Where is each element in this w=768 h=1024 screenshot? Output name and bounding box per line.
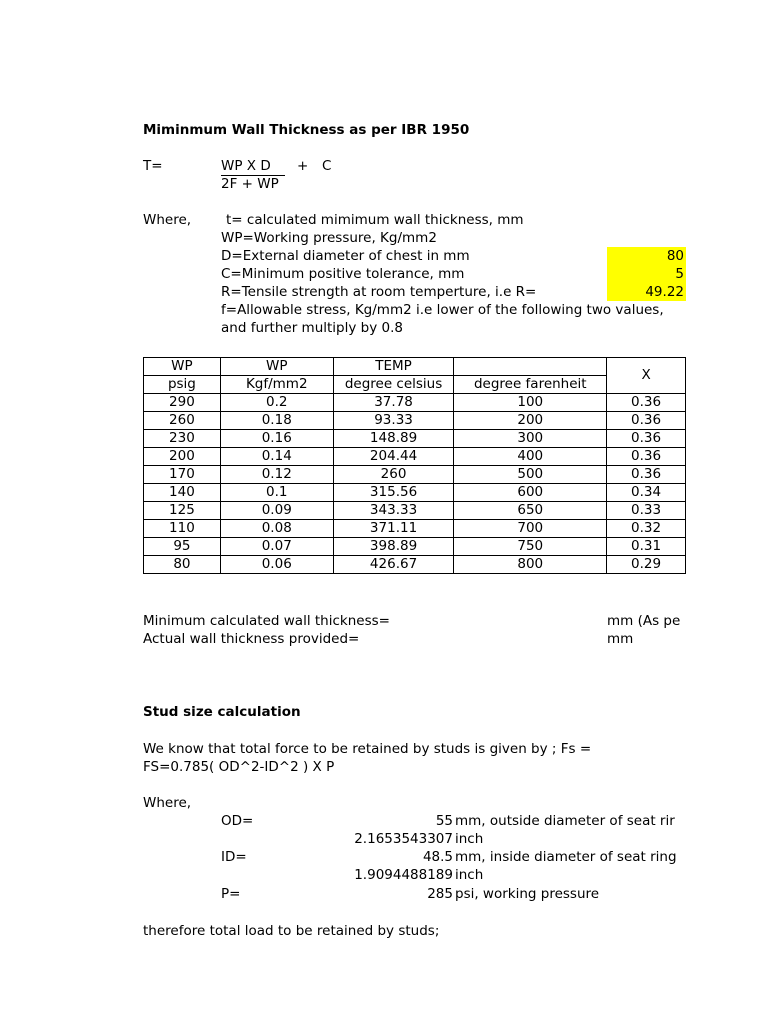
cell-wp-psig[interactable]: 110 — [144, 520, 221, 538]
table-row — [144, 520, 686, 538]
table-row — [144, 538, 686, 556]
actual-thickness-unit: mm — [607, 631, 634, 647]
stud-force-line-2: FS=0.785( OD^2-ID^2 ) X P — [143, 759, 335, 775]
cell-temp-farenheit[interactable]: 650 — [454, 502, 607, 520]
cell-wp-kgf[interactable]: 0.07 — [220, 538, 333, 556]
cell-temp-celsius[interactable]: 93.33 — [333, 412, 454, 430]
cell-temp-farenheit[interactable]: 600 — [454, 484, 607, 502]
stud-section-title: Stud size calculation — [143, 704, 301, 720]
cell-temp-farenheit[interactable]: 300 — [454, 430, 607, 448]
id-value-cell[interactable]: 48.5 — [422, 849, 453, 865]
cell-temp-farenheit[interactable]: 700 — [454, 520, 607, 538]
cell-x-factor[interactable]: 0.36 — [607, 430, 686, 448]
header-kgf-mm2[interactable]: Kgf/mm2 — [220, 376, 333, 394]
cell-wp-kgf[interactable]: 0.16 — [220, 430, 333, 448]
cell-x-factor[interactable]: 0.34 — [607, 484, 686, 502]
cell-wp-kgf[interactable]: 0.08 — [220, 520, 333, 538]
cell-temp-celsius[interactable]: 37.78 — [333, 394, 454, 412]
cell-temp-celsius[interactable]: 398.89 — [333, 538, 454, 556]
total-load-line: therefore total load to be retained by studs; — [143, 923, 440, 939]
min-thickness-label: Minimum calculated wall thickness= — [143, 613, 390, 629]
cell-x-factor[interactable]: 0.33 — [607, 502, 686, 520]
cell-wp-psig[interactable]: 95 — [144, 538, 221, 556]
table-row — [144, 556, 686, 574]
id-label: ID= — [221, 849, 247, 865]
cell-wp-psig[interactable]: 125 — [144, 502, 221, 520]
cell-x-factor[interactable]: 0.36 — [607, 448, 686, 466]
where-label: Where, — [143, 212, 192, 228]
cell-wp-psig[interactable]: 170 — [144, 466, 221, 484]
cell-temp-celsius[interactable]: 343.33 — [333, 502, 454, 520]
header-degree-farenheit[interactable]: degree farenheit — [454, 376, 607, 394]
id-inch-unit: inch — [455, 867, 484, 883]
od-description: mm, outside diameter of seat rir — [455, 813, 675, 829]
cell-wp-kgf[interactable]: 0.12 — [220, 466, 333, 484]
od-value-cell[interactable]: 55 — [435, 813, 453, 829]
cell-temp-farenheit[interactable]: 200 — [454, 412, 607, 430]
p-label: P= — [221, 886, 241, 902]
wp-definition: WP=Working pressure, Kg/mm2 — [221, 230, 437, 246]
d-value-cell[interactable]: 80 — [666, 248, 684, 264]
cell-x-factor[interactable]: 0.36 — [607, 466, 686, 484]
header-degree-celsius[interactable]: degree celsius — [333, 376, 454, 394]
id-description: mm, inside diameter of seat ring — [455, 849, 677, 865]
min-thickness-unit: mm (As pe — [607, 613, 681, 629]
cell-temp-celsius[interactable]: 148.89 — [333, 430, 454, 448]
p-value-cell[interactable]: 285 — [427, 886, 453, 902]
cell-x-factor[interactable]: 0.36 — [607, 412, 686, 430]
header-x[interactable]: X — [607, 358, 686, 394]
id-inch-value-cell[interactable]: 1.9094488189 — [354, 867, 453, 883]
cell-temp-farenheit[interactable]: 100 — [454, 394, 607, 412]
cell-temp-farenheit[interactable]: 400 — [454, 448, 607, 466]
cell-x-factor[interactable]: 0.29 — [607, 556, 686, 574]
cell-temp-celsius[interactable]: 371.11 — [333, 520, 454, 538]
stress-table — [143, 357, 686, 574]
stud-where-label: Where, — [143, 795, 192, 811]
header-psig[interactable]: psig — [144, 376, 221, 394]
cell-wp-psig[interactable]: 140 — [144, 484, 221, 502]
formula-denominator: 2F + WP — [221, 176, 279, 192]
f-definition-line-1: f=Allowable stress, Kg/mm2 i.e lower of the following two values, — [221, 302, 664, 318]
cell-temp-farenheit[interactable]: 500 — [454, 466, 607, 484]
formula-lhs: T= — [143, 158, 163, 174]
cell-temp-celsius[interactable]: 315.56 — [333, 484, 454, 502]
cell-wp-psig[interactable]: 80 — [144, 556, 221, 574]
table-row — [144, 448, 686, 466]
cell-wp-psig[interactable]: 260 — [144, 412, 221, 430]
cell-wp-kgf[interactable]: 0.1 — [220, 484, 333, 502]
table-row — [144, 484, 686, 502]
od-label: OD= — [221, 813, 254, 829]
cell-wp-psig[interactable]: 290 — [144, 394, 221, 412]
table-row — [144, 502, 686, 520]
header-wp[interactable]: WP — [144, 358, 221, 376]
cell-temp-celsius[interactable]: 260 — [333, 466, 454, 484]
cell-wp-psig[interactable]: 200 — [144, 448, 221, 466]
od-inch-unit: inch — [455, 831, 484, 847]
r-definition: R=Tensile strength at room temperture, i.e R= — [221, 284, 537, 300]
formula-constant: C — [322, 158, 332, 174]
page-title: Miminmum Wall Thickness as per IBR 1950 — [143, 122, 470, 138]
cell-wp-kgf[interactable]: 0.2 — [220, 394, 333, 412]
formula-numerator: WP X D — [221, 158, 271, 174]
table-header-row-1 — [144, 358, 686, 376]
table-header-row-2 — [144, 376, 686, 394]
cell-x-factor[interactable]: 0.31 — [607, 538, 686, 556]
d-definition: D=External diameter of chest in mm — [221, 248, 470, 264]
header-temp[interactable]: TEMP — [333, 358, 454, 376]
cell-wp-psig[interactable]: 230 — [144, 430, 221, 448]
od-inch-value-cell[interactable]: 2.1653543307 — [354, 831, 453, 847]
table-row — [144, 430, 686, 448]
r-value-cell[interactable]: 49.22 — [645, 284, 684, 300]
cell-x-factor[interactable]: 0.32 — [607, 520, 686, 538]
header-wp-2[interactable]: WP — [220, 358, 333, 376]
c-definition: C=Minimum positive tolerance, mm — [221, 266, 465, 282]
cell-x-factor[interactable]: 0.36 — [607, 394, 686, 412]
cell-temp-farenheit[interactable]: 750 — [454, 538, 607, 556]
stud-force-line-1: We know that total force to be retained by studs is given by ; Fs = — [143, 741, 592, 757]
actual-thickness-label: Actual wall thickness provided= — [143, 631, 360, 647]
f-definition-line-2: and further multiply by 0.8 — [221, 320, 403, 336]
cell-wp-kgf[interactable]: 0.09 — [220, 502, 333, 520]
cell-wp-kgf[interactable]: 0.06 — [220, 556, 333, 574]
cell-wp-kgf[interactable]: 0.14 — [220, 448, 333, 466]
c-value-cell[interactable]: 5 — [675, 266, 684, 282]
cell-temp-celsius[interactable]: 426.67 — [333, 556, 454, 574]
header-blank[interactable] — [454, 358, 607, 376]
p-description: psi, working pressure — [455, 886, 600, 902]
t-definition: t= calculated mimimum wall thickness, mm — [226, 212, 524, 228]
cell-temp-celsius[interactable]: 204.44 — [333, 448, 454, 466]
cell-temp-farenheit[interactable]: 800 — [454, 556, 607, 574]
cell-wp-kgf[interactable]: 0.18 — [220, 412, 333, 430]
table-row — [144, 394, 686, 412]
formula-plus: + — [297, 158, 309, 174]
table-row — [144, 412, 686, 430]
table-row — [144, 466, 686, 484]
